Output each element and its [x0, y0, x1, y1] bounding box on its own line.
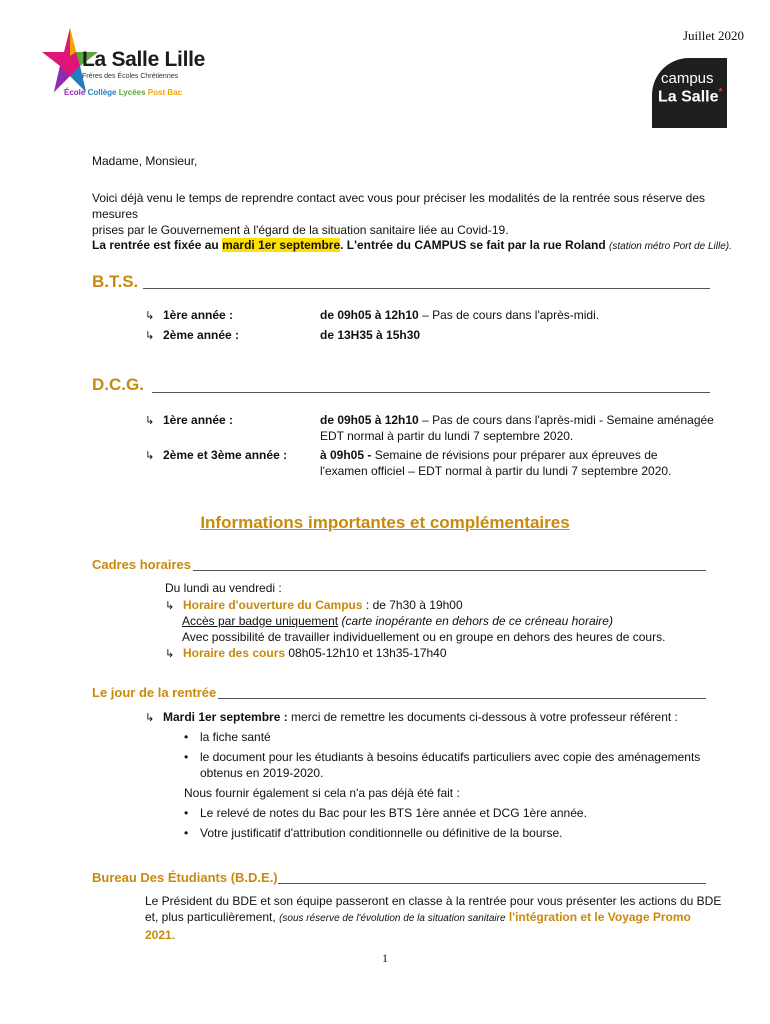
dcg-row-note: – Pas de cours dans l'après-midi - Semaine aménagée	[418, 413, 714, 427]
bts-row-label: 2ème année :	[163, 328, 240, 342]
list-item-text: la fiche santé	[200, 730, 271, 744]
horaire-ouverture-label: Horaire d'ouverture du Campus	[183, 598, 363, 612]
dcg-row-time: de 09h05 à 12h10	[320, 413, 419, 427]
jour-intro-text: merci de remettre les documents ci-dessous à votre professeur référent :	[287, 710, 678, 724]
bts-row-note: – Pas de cours dans l'après-midi.	[418, 308, 600, 322]
rentree-statement	[92, 237, 732, 255]
bullet-icon: •	[184, 730, 189, 744]
info-title: Informations importantes et complémentaires	[200, 513, 570, 532]
acces-label: Accès par badge uniquement	[182, 614, 339, 628]
list-item-text: Votre justificatif d'attribution conditionnelle ou définitive de la bourse.	[200, 826, 563, 840]
logo-levels	[64, 88, 182, 97]
logo-subtitle: Frères des Écoles Chrétiennes	[82, 73, 179, 80]
list-item	[184, 825, 563, 841]
intro-paragraph	[92, 190, 752, 238]
logo-title: La Salle Lille	[82, 48, 206, 71]
horaire-cours-label: Horaire des cours	[183, 646, 286, 660]
greeting: Madame, Monsieur,	[92, 154, 198, 168]
arrow-icon: ↳	[145, 310, 155, 322]
list-item-text: Le relevé de notes du Bac pour les BTS 1ère année et DCG 1ère année.	[200, 806, 587, 820]
arrow-icon: ↳	[165, 600, 175, 612]
bullet-icon: •	[184, 806, 189, 820]
horaire-cours-value: 08h05-12h10 et 13h35-17h40	[285, 646, 447, 660]
cadres-heading: Cadres horaires	[92, 557, 191, 572]
la-salle-lille-logo	[40, 26, 206, 102]
dcg-row-note: Semaine de révisions pour préparer aux épreuves de	[371, 448, 658, 462]
bde-line-2-note: (sous réserve de l'évolution de la situation sanitaire	[279, 913, 506, 924]
list-item	[184, 749, 724, 781]
dcg-row-time: à 09h05 -	[320, 448, 372, 462]
horaire-cours	[165, 645, 447, 662]
dcg-row-1	[145, 412, 233, 429]
jour-intro-date: Mardi 1er septembre :	[163, 710, 288, 724]
jour-intro	[145, 709, 678, 726]
campus-la-salle-logo	[652, 58, 727, 128]
list-item-text-2: obtenus en 2019-2020.	[200, 766, 324, 780]
campus-name: La Salle*	[658, 87, 723, 106]
horaire-ouverture-value: : de 7h30 à 19h00	[362, 598, 463, 612]
bde-line-3: 2021.	[145, 928, 176, 942]
list-item-text: le document pour les étudiants à besoins éducatifs particuliers avec copie des aménagements	[200, 750, 701, 764]
page-number: 1	[382, 951, 388, 965]
list-item	[184, 805, 587, 821]
bullet-icon: •	[184, 750, 189, 764]
horaire-ouverture	[165, 597, 463, 614]
acces-badge	[182, 613, 613, 629]
arrow-icon: ↳	[165, 648, 175, 660]
intro-line-1: Voici déjà venu le temps de reprendre contact avec vous pour préciser les modalités de la rentrée sous réserve des mesures	[92, 191, 705, 221]
arrow-icon: ↳	[145, 450, 155, 462]
arrow-icon: ↳	[145, 415, 155, 427]
arrow-icon: ↳	[145, 712, 155, 724]
jour-rule	[218, 698, 706, 699]
arrow-icon: ↳	[145, 330, 155, 342]
level-postbac: Post Bac	[147, 88, 183, 97]
bullet-icon: •	[184, 826, 189, 840]
dcg-heading: D.C.G.	[92, 375, 144, 394]
dcg-row-1-value	[320, 412, 720, 444]
cadres-line-1: Du lundi au vendredi :	[165, 581, 282, 595]
bts-row-2-value	[320, 327, 420, 343]
level-college: Collège	[87, 88, 117, 97]
bde-line-2-text: et, plus particulièrement,	[145, 910, 280, 924]
campus-star: *	[718, 87, 723, 98]
dcg-row-note-2: l'examen officiel – EDT normal à partir du lundi 7 septembre 2020.	[320, 464, 672, 478]
level-ecole: École	[64, 88, 86, 97]
nous-fournir: Nous fournir également si cela n'a pas déjà été fait :	[184, 786, 460, 800]
bde-heading: Bureau Des Étudiants (B.D.E.)	[92, 870, 278, 885]
acces-note: (carte inopérante en dehors de ce créneau horaire)	[338, 614, 613, 628]
bde-line-2	[145, 909, 720, 927]
dcg-row-label: 1ère année :	[163, 413, 234, 427]
cadres-rule	[193, 570, 706, 571]
dcg-row-note-2: EDT normal à partir du lundi 7 septembre 2020.	[320, 429, 574, 443]
intro-line-2: prises par le Gouvernement à l'égard de la situation sanitaire liée au Covid-19.	[92, 223, 509, 237]
campus-label: campus	[661, 70, 714, 87]
bts-row-time: de 13H35 à 15h30	[320, 328, 421, 342]
travail-note: Avec possibilité de travailler individuellement ou en groupe en dehors des heures de cours.	[182, 630, 666, 644]
bde-line-2-highlight: l'intégration et le Voyage Promo	[505, 910, 691, 924]
rentree-text-b: . L'entrée du CAMPUS se fait par la rue Roland	[340, 238, 610, 252]
list-item	[184, 729, 271, 745]
bde-rule	[278, 883, 706, 884]
dcg-row-2-value	[320, 447, 720, 479]
bde-line-1: Le Président du BDE et son équipe passeront en classe à la rentrée pour vous présenter les actions du BDE	[145, 894, 722, 908]
dcg-row-label: 2ème et 3ème année :	[163, 448, 288, 462]
jour-heading: Le jour de la rentrée	[92, 685, 217, 700]
bts-row-label: 1ère année :	[163, 308, 234, 322]
rentree-date-highlight: mardi 1er septembre	[222, 238, 341, 252]
rentree-note: (station métro Port de Lille).	[609, 241, 732, 252]
bde-paragraph	[145, 893, 720, 943]
level-lycees: Lycées	[118, 88, 146, 97]
bts-rule	[143, 288, 710, 289]
bts-row-time: de 09h05 à 12h10	[320, 308, 419, 322]
dcg-rule	[152, 392, 710, 393]
bts-row-1	[145, 307, 233, 324]
bts-heading: B.T.S.	[92, 272, 139, 291]
dcg-row-2	[145, 447, 287, 464]
rentree-text-a: La rentrée est fixée au	[92, 238, 223, 252]
bts-row-2	[145, 327, 239, 344]
document-date: Juillet 2020	[682, 28, 744, 43]
bts-row-1-value	[320, 307, 599, 323]
